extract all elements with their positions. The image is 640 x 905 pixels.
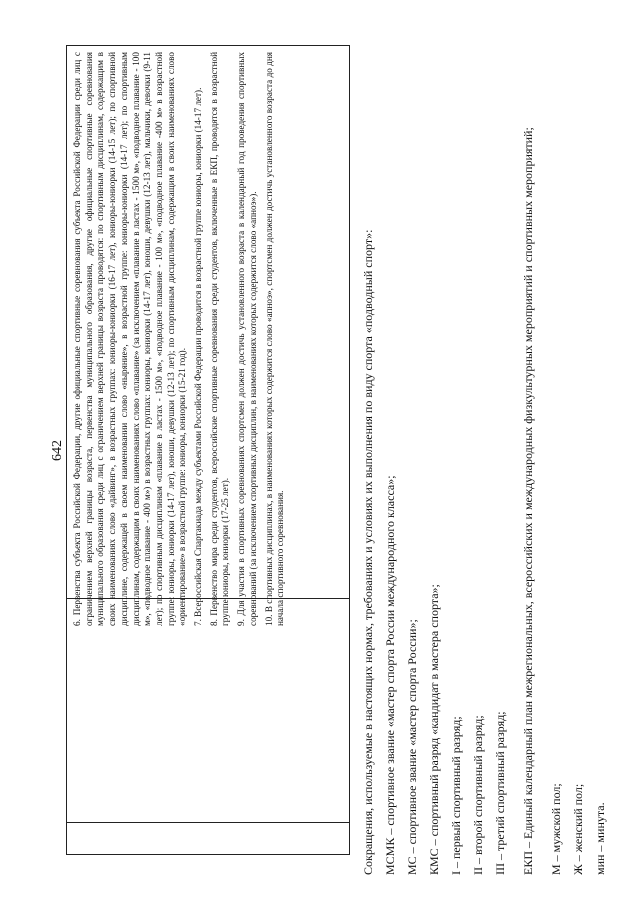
- abbreviation-item: II – второй спортивный разряд;: [471, 715, 485, 875]
- notes-table: [66, 45, 350, 855]
- note-item-9: 9. Для участия в спортивных соревнованиях спортсмен должен достичь установленного возраста в календарный год проведения спортивных соревнований (за исключением спортивных дисциплин, в наименованиях которых содержится слово «апноэ»).: [236, 52, 258, 626]
- note-item-6: 6. Первенства субъекта Российской Федерации, другие официальные спортивные соревнования субъекта Российской Федерации среди лиц с ограничением верхней границы возраста, первенства муниципального образования, другие официальные спортивные соревнования муниципального образования среди лиц с ограничением верхней границы возраста проводятся: по спортивным дисциплинам, содержащим в своих наименованиях слово «дайвинг», в возрастных группах: юниоры-юниорки (16-17 лет), юниоры-юниорки (14-15 лет); по спортивной дисциплине, содержащей в своем наименовании слово «ныряние», в возрастной группе: юниоры-юниорки (14-17 лет); по спортивным дисциплинам, содержащим в своих наименованиях слово «плавание» (за исключением «плавание в ластах - 1500 м», «подводное плавание - 100 м», «подводное плавание - 400 м») в возрастных группах: юниоры, юниорки (14-17 лет), юноши, девушки (12-13 лет), мальчики, девочки (9-11 лет); по спортивным дисциплинам «плавание в ластах - 1500 м», «подводное плавание - 100 м», «подводное плавание -400 м» в возрастной группе: юниоры, юниорки (14-17 лет), юноши, девушки (12-13 лет); по спортивным дисциплинам, содержащим в своих наименованиях слово «ориентирование» в возрастной группе: юниоры, юниорки (15-21 год).: [72, 52, 188, 626]
- abbreviation-item: I – первый спортивный разряд;: [449, 716, 463, 875]
- abbreviation-item: ЕКП – Единый календарный план межрегиональных, всероссийских и международных физкультурных мероприятий и спортивных мероприятий;: [521, 127, 535, 875]
- note-item-7: 7. Всероссийская Спартакиада между субъектами Российской Федерации проводится в возрастной группе юниоры, юниорки (14-17 лет).: [193, 87, 204, 626]
- abbreviation-item: III – третий спортивный разряд;: [493, 711, 507, 875]
- abbreviation-item: мин – минута.: [593, 802, 607, 875]
- page-number: 642: [50, 440, 65, 461]
- abbreviations-intro: Сокращения, используемые в настоящих нормах, требованиях и условиях их выполнения по виду спорта «подводный спорт»:: [361, 229, 375, 875]
- table-notes-cell: [72, 52, 343, 626]
- note-item-8: 8. Первенство мира среди студентов, всероссийские спортивные соревнования среди студентов, включенные в ЕКП, проводятся в возрастной группе юниоры, юниорки (17-25 лет).: [208, 52, 231, 626]
- abbreviations-section: [357, 15, 611, 875]
- abbreviation-item: КМС – спортивный разряд «кандидат в мастера спорта»;: [427, 584, 441, 875]
- abbreviation-item: МС – спортивное звание «мастер спорта России»;: [405, 619, 419, 875]
- abbreviation-item: МСМК – спортивное звание «мастер спорта России международного класса»;: [383, 475, 397, 875]
- abbreviation-item: Ж – женский пол;: [571, 783, 585, 875]
- table-left-column: [67, 822, 349, 854]
- note-item-10: 10. В спортивных дисциплинах, в наименованиях которых содержится слово «апноэ», спортсмен должен достичь установленного возраста до дня начала спортивного соревнования.: [263, 52, 286, 626]
- abbreviation-item: М – мужской пол;: [549, 783, 563, 875]
